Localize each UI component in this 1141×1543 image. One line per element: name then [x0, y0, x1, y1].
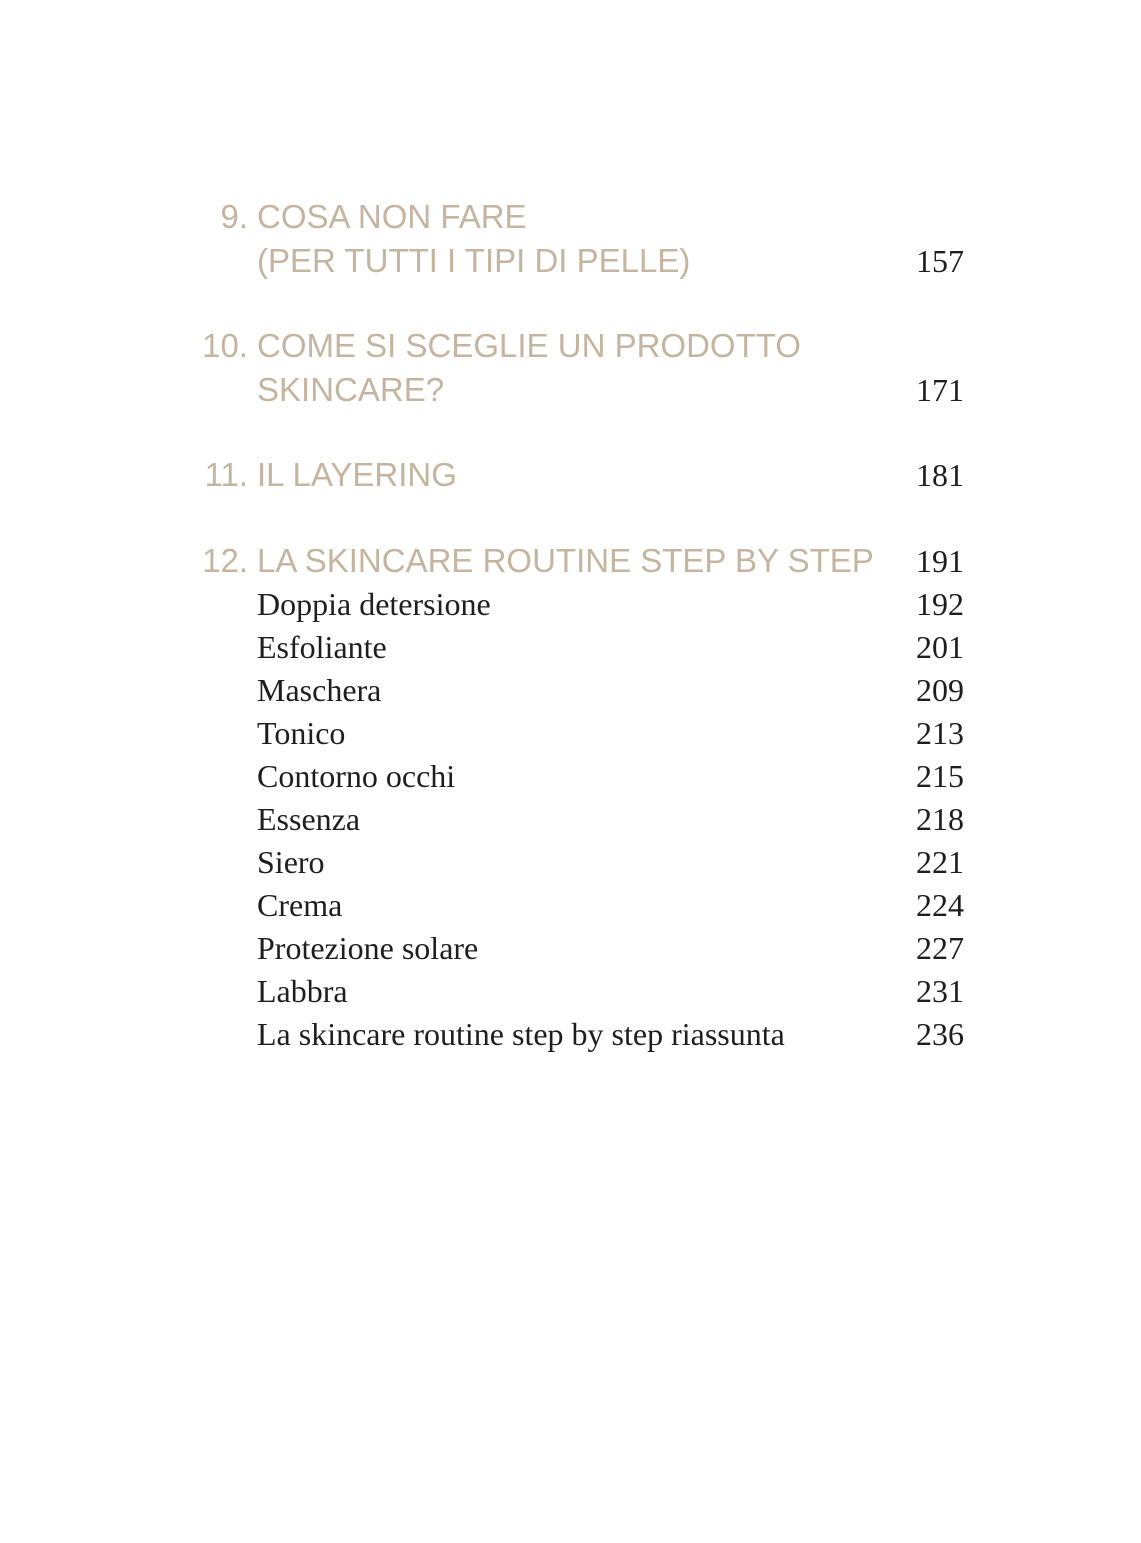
section-title: Crema	[257, 887, 343, 923]
section-title: Doppia detersione	[257, 586, 491, 622]
page-number: 224	[916, 887, 964, 923]
section-title: Maschera	[257, 672, 382, 708]
page-number: 209	[916, 672, 964, 708]
section-title: Protezione solare	[257, 930, 479, 966]
page-number: 213	[916, 715, 964, 751]
page-number: 215	[916, 758, 964, 794]
page-number: 236	[916, 1016, 964, 1052]
chapter-title: LA SKINCARE ROUTINE STEP BY STEP	[257, 542, 874, 579]
chapter-title: IL LAYERING	[257, 456, 457, 493]
chapter-title-continued: (PER TUTTI I TIPI DI PELLE)	[257, 242, 691, 279]
page-number: 201	[916, 629, 964, 665]
chapter-number: 11.	[204, 456, 248, 493]
section-title: Siero	[257, 844, 325, 880]
page-number: 171	[916, 372, 964, 408]
section-title: Labbra	[257, 973, 348, 1009]
chapter-title: COSA NON FARE	[257, 198, 527, 235]
chapter-number: 9.	[220, 198, 248, 235]
page-number: 227	[916, 930, 964, 966]
chapter-number: 10.	[202, 327, 248, 364]
page-number: 191	[916, 543, 964, 579]
chapter-title: COME SI SCEGLIE UN PRODOTTO	[257, 327, 801, 364]
chapter-number: 12.	[202, 542, 248, 579]
page-number: 181	[916, 457, 964, 493]
section-title: Contorno occhi	[257, 758, 456, 794]
section-title: Essenza	[257, 801, 361, 837]
page-number: 157	[916, 243, 964, 279]
page-number: 218	[916, 801, 964, 837]
section-title: Tonico	[257, 715, 346, 751]
page-number: 192	[916, 586, 964, 622]
page-number: 221	[916, 844, 964, 880]
section-title: La skincare routine step by step riassunta	[257, 1016, 785, 1052]
section-title: Esfoliante	[257, 629, 387, 665]
page-number: 231	[916, 973, 964, 1009]
chapter-title-continued: SKINCARE?	[257, 371, 445, 408]
